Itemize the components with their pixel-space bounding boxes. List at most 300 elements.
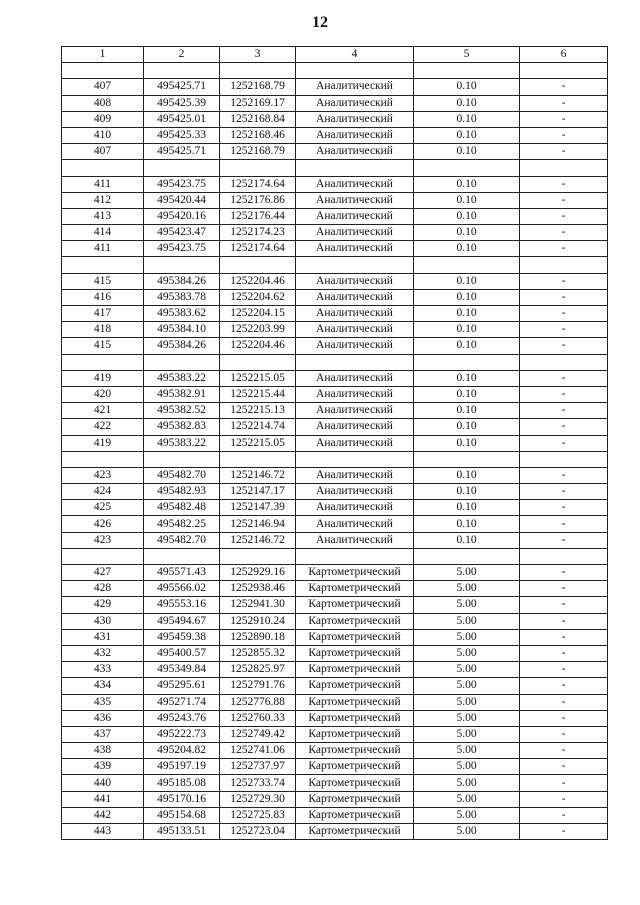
table-cell-col-4: Картометрический: [296, 824, 414, 840]
table-row: [62, 629, 608, 645]
table-cell-col-5: 5.00: [414, 743, 520, 759]
table-cell-col-2: 495383.22: [144, 370, 220, 386]
table-cell-col-2: [144, 354, 220, 370]
table-cell-col-5: 0.10: [414, 241, 520, 257]
table-cell-col-3: [220, 548, 296, 564]
table-row: [62, 775, 608, 791]
table-cell-col-1: 411: [62, 241, 144, 257]
table-cell-col-5: 5.00: [414, 775, 520, 791]
table-cell-col-3: 1252215.13: [220, 403, 296, 419]
table-cell-col-4: Картометрический: [296, 759, 414, 775]
table-row: [62, 435, 608, 451]
table-cell-col-6: -: [520, 435, 608, 451]
table-cell-col-5: 5.00: [414, 726, 520, 742]
table-row: [62, 208, 608, 224]
table-cell-col-5: 5.00: [414, 629, 520, 645]
table-cell-col-6: [520, 160, 608, 176]
table-cell-col-4: Картометрический: [296, 791, 414, 807]
table-cell-col-5: 0.10: [414, 532, 520, 548]
table-cell-col-3: [220, 354, 296, 370]
table-cell-col-6: -: [520, 144, 608, 160]
table-row: [62, 726, 608, 742]
table-cell-col-2: 495382.91: [144, 386, 220, 402]
table-cell-col-6: -: [520, 289, 608, 305]
table-cell-col-3: 1252938.46: [220, 581, 296, 597]
table-cell-col-4: Картометрический: [296, 645, 414, 661]
table-cell-col-2: 495482.70: [144, 467, 220, 483]
table-cell-col-5: [414, 354, 520, 370]
table-cell-col-4: [296, 160, 414, 176]
table-cell-col-5: 0.10: [414, 338, 520, 354]
table-cell-col-3: 1252174.23: [220, 225, 296, 241]
table-cell-col-5: 0.10: [414, 111, 520, 127]
table-cell-col-2: [144, 548, 220, 564]
table-cell-col-4: Картометрический: [296, 743, 414, 759]
table-cell-col-2: 495482.48: [144, 500, 220, 516]
table-cell-col-1: 443: [62, 824, 144, 840]
table-cell-col-5: 5.00: [414, 597, 520, 613]
table-cell-col-4: Аналитический: [296, 532, 414, 548]
separator-row: [62, 257, 608, 273]
table-cell-col-5: 0.10: [414, 403, 520, 419]
separator-row: [62, 548, 608, 564]
table-cell-col-3: 1252214.74: [220, 419, 296, 435]
table-cell-col-4: Аналитический: [296, 273, 414, 289]
table-cell-col-4: Картометрический: [296, 613, 414, 629]
table-cell-col-6: -: [520, 532, 608, 548]
table-cell-col-2: 495420.44: [144, 192, 220, 208]
table-cell-col-3: 1252825.97: [220, 662, 296, 678]
table-cell-col-3: [220, 257, 296, 273]
table-row: [62, 807, 608, 823]
table-cell-col-3: [220, 63, 296, 79]
table-cell-col-3: 1252723.04: [220, 824, 296, 840]
table-cell-col-1: [62, 257, 144, 273]
table-cell-col-1: 416: [62, 289, 144, 305]
table-cell-col-1: 435: [62, 694, 144, 710]
table-cell-col-5: 0.10: [414, 419, 520, 435]
table-cell-col-1: 439: [62, 759, 144, 775]
table-cell-col-2: 495423.75: [144, 241, 220, 257]
table-cell-col-6: [520, 354, 608, 370]
table-cell-col-1: 407: [62, 79, 144, 95]
table-cell-col-2: 495425.71: [144, 144, 220, 160]
table-cell-col-1: 425: [62, 500, 144, 516]
table-cell-col-2: 495566.02: [144, 581, 220, 597]
table-cell-col-6: -: [520, 176, 608, 192]
table-cell-col-3: 1252146.72: [220, 467, 296, 483]
table-cell-col-5: 0.10: [414, 225, 520, 241]
table-cell-col-4: Аналитический: [296, 338, 414, 354]
separator-row: [62, 354, 608, 370]
table-cell-col-4: Аналитический: [296, 192, 414, 208]
table-cell-col-6: -: [520, 678, 608, 694]
table-cell-col-1: [62, 354, 144, 370]
table-cell-col-4: Аналитический: [296, 516, 414, 532]
table-cell-col-5: 0.10: [414, 192, 520, 208]
table-cell-col-1: 442: [62, 807, 144, 823]
table-cell-col-4: Аналитический: [296, 111, 414, 127]
table-cell-col-1: 428: [62, 581, 144, 597]
table-cell-col-3: 1252760.33: [220, 710, 296, 726]
table-row: [62, 289, 608, 305]
table-cell-col-5: [414, 451, 520, 467]
table-cell-col-3: 1252169.17: [220, 95, 296, 111]
table-cell-col-3: 1252176.44: [220, 208, 296, 224]
header-cell-5: 5: [414, 47, 520, 63]
table-cell-col-6: -: [520, 306, 608, 322]
table-cell-col-6: -: [520, 273, 608, 289]
table-cell-col-4: Аналитический: [296, 435, 414, 451]
table-cell-col-1: 421: [62, 403, 144, 419]
table-cell-col-1: 432: [62, 645, 144, 661]
table-cell-col-1: 407: [62, 144, 144, 160]
table-cell-col-2: 495133.51: [144, 824, 220, 840]
table-header: [62, 47, 608, 63]
table-cell-col-4: Картометрический: [296, 726, 414, 742]
table-cell-col-3: [220, 451, 296, 467]
table-cell-col-1: [62, 548, 144, 564]
table-row: [62, 370, 608, 386]
header-cell-4: 4: [296, 47, 414, 63]
table-cell-col-3: 1252910.24: [220, 613, 296, 629]
table-cell-col-2: 495482.70: [144, 532, 220, 548]
coordinates-table: [61, 46, 608, 840]
table-cell-col-5: 0.10: [414, 484, 520, 500]
table-cell-col-4: Аналитический: [296, 386, 414, 402]
table-cell-col-4: Аналитический: [296, 322, 414, 338]
table-row: [62, 338, 608, 354]
table-row: [62, 500, 608, 516]
table-cell-col-5: 5.00: [414, 678, 520, 694]
table-cell-col-3: 1252204.15: [220, 306, 296, 322]
table-cell-col-5: 0.10: [414, 467, 520, 483]
table-cell-col-6: [520, 63, 608, 79]
table-cell-col-6: -: [520, 597, 608, 613]
table-row: [62, 306, 608, 322]
table-cell-col-5: 0.10: [414, 500, 520, 516]
table-cell-col-1: 429: [62, 597, 144, 613]
table-cell-col-5: 5.00: [414, 759, 520, 775]
table-cell-col-1: 417: [62, 306, 144, 322]
table-cell-col-2: 495384.10: [144, 322, 220, 338]
table-cell-col-5: 0.10: [414, 79, 520, 95]
table-cell-col-6: -: [520, 824, 608, 840]
table-cell-col-5: 5.00: [414, 694, 520, 710]
table-row: [62, 144, 608, 160]
table-cell-col-1: 418: [62, 322, 144, 338]
table-cell-col-2: 495494.67: [144, 613, 220, 629]
table-cell-col-4: Аналитический: [296, 403, 414, 419]
table-row: [62, 95, 608, 111]
table-cell-col-1: 423: [62, 467, 144, 483]
table-cell-col-3: 1252203.99: [220, 322, 296, 338]
table-cell-col-3: 1252729.30: [220, 791, 296, 807]
table-cell-col-4: Картометрический: [296, 807, 414, 823]
table-cell-col-5: 5.00: [414, 565, 520, 581]
table-cell-col-2: 495423.47: [144, 225, 220, 241]
table-cell-col-3: 1252168.79: [220, 79, 296, 95]
table-cell-col-4: Картометрический: [296, 597, 414, 613]
table-cell-col-6: -: [520, 645, 608, 661]
table-cell-col-1: [62, 63, 144, 79]
table-cell-col-1: 422: [62, 419, 144, 435]
table-cell-col-1: 441: [62, 791, 144, 807]
table-cell-col-2: 495425.01: [144, 111, 220, 127]
table-cell-col-1: 411: [62, 176, 144, 192]
table-cell-col-2: 495420.16: [144, 208, 220, 224]
table-cell-col-6: -: [520, 581, 608, 597]
table-cell-col-3: 1252174.64: [220, 241, 296, 257]
table-cell-col-1: 423: [62, 532, 144, 548]
table-cell-col-4: Картометрический: [296, 662, 414, 678]
table-cell-col-2: 495222.73: [144, 726, 220, 742]
table-cell-col-3: 1252168.46: [220, 127, 296, 143]
table-row: [62, 662, 608, 678]
table-cell-col-3: 1252929.16: [220, 565, 296, 581]
table-cell-col-2: 495243.76: [144, 710, 220, 726]
table-cell-col-2: 495382.52: [144, 403, 220, 419]
table-cell-col-4: [296, 548, 414, 564]
table-cell-col-5: 0.10: [414, 144, 520, 160]
table-row: [62, 581, 608, 597]
table-cell-col-5: [414, 548, 520, 564]
table-cell-col-6: -: [520, 225, 608, 241]
page-number: 12: [312, 14, 328, 31]
table-cell-col-6: -: [520, 386, 608, 402]
table-cell-col-2: 495384.26: [144, 273, 220, 289]
table-cell-col-6: -: [520, 516, 608, 532]
table-row: [62, 678, 608, 694]
separator-row: [62, 63, 608, 79]
table-cell-col-2: 495383.78: [144, 289, 220, 305]
table-cell-col-3: 1252733.74: [220, 775, 296, 791]
table-cell-col-6: [520, 451, 608, 467]
table-cell-col-1: 424: [62, 484, 144, 500]
table-cell-col-5: 5.00: [414, 645, 520, 661]
table-cell-col-1: 419: [62, 435, 144, 451]
table-cell-col-6: [520, 548, 608, 564]
table-cell-col-2: 495383.62: [144, 306, 220, 322]
table-cell-col-3: 1252791.76: [220, 678, 296, 694]
table-cell-col-6: -: [520, 743, 608, 759]
table-cell-col-1: 419: [62, 370, 144, 386]
table-cell-col-1: 408: [62, 95, 144, 111]
table-row: [62, 467, 608, 483]
header-cell-1: 1: [62, 47, 144, 63]
table-row: [62, 322, 608, 338]
table-cell-col-4: Аналитический: [296, 79, 414, 95]
table-row: [62, 403, 608, 419]
table-cell-col-3: 1252204.46: [220, 338, 296, 354]
table-cell-col-5: 5.00: [414, 807, 520, 823]
table-row: [62, 386, 608, 402]
table-row: [62, 597, 608, 613]
table-cell-col-4: Аналитический: [296, 127, 414, 143]
table-cell-col-1: 437: [62, 726, 144, 742]
table-cell-col-4: Аналитический: [296, 176, 414, 192]
table-cell-col-6: -: [520, 662, 608, 678]
table-cell-col-6: -: [520, 791, 608, 807]
table-cell-col-2: 495185.08: [144, 775, 220, 791]
table-row: [62, 241, 608, 257]
table-cell-col-4: Аналитический: [296, 370, 414, 386]
table-cell-col-2: 495383.22: [144, 435, 220, 451]
table-cell-col-1: 434: [62, 678, 144, 694]
table-cell-col-1: 440: [62, 775, 144, 791]
table-cell-col-3: 1252204.46: [220, 273, 296, 289]
table-cell-col-2: 495382.83: [144, 419, 220, 435]
table-cell-col-2: 495170.16: [144, 791, 220, 807]
header-row: [62, 47, 608, 63]
table-cell-col-6: -: [520, 403, 608, 419]
table-cell-col-1: 438: [62, 743, 144, 759]
table-cell-col-2: 495425.39: [144, 95, 220, 111]
table-row: [62, 127, 608, 143]
table-cell-col-3: 1252725.83: [220, 807, 296, 823]
table-row: [62, 225, 608, 241]
table-cell-col-6: -: [520, 484, 608, 500]
table-cell-col-6: -: [520, 807, 608, 823]
table-cell-col-1: 436: [62, 710, 144, 726]
table-cell-col-2: 495571.43: [144, 565, 220, 581]
table-cell-col-2: 495423.75: [144, 176, 220, 192]
table-row: [62, 484, 608, 500]
table-cell-col-3: 1252204.62: [220, 289, 296, 305]
table-cell-col-5: 0.10: [414, 435, 520, 451]
table-row: [62, 710, 608, 726]
table-cell-col-5: 5.00: [414, 662, 520, 678]
table-cell-col-6: -: [520, 726, 608, 742]
table-cell-col-3: 1252174.64: [220, 176, 296, 192]
table-row: [62, 565, 608, 581]
table-cell-col-6: -: [520, 127, 608, 143]
table-cell-col-2: [144, 451, 220, 467]
table-cell-col-6: -: [520, 613, 608, 629]
table-cell-col-2: [144, 160, 220, 176]
table-cell-col-4: Аналитический: [296, 419, 414, 435]
table-cell-col-5: 0.10: [414, 273, 520, 289]
table-cell-col-6: -: [520, 95, 608, 111]
table-cell-col-1: 415: [62, 338, 144, 354]
table-cell-col-1: 414: [62, 225, 144, 241]
table-cell-col-3: 1252146.94: [220, 516, 296, 532]
table-row: [62, 516, 608, 532]
table-cell-col-1: 426: [62, 516, 144, 532]
table-cell-col-4: Картометрический: [296, 710, 414, 726]
table-row: [62, 824, 608, 840]
table-cell-col-6: -: [520, 710, 608, 726]
table-cell-col-4: Аналитический: [296, 241, 414, 257]
table-cell-col-6: -: [520, 370, 608, 386]
table-cell-col-5: [414, 160, 520, 176]
table-cell-col-4: Аналитический: [296, 484, 414, 500]
table-row: [62, 79, 608, 95]
table-cell-col-2: 495482.25: [144, 516, 220, 532]
table-cell-col-3: 1252855.32: [220, 645, 296, 661]
table-cell-col-2: 495384.26: [144, 338, 220, 354]
table-cell-col-6: -: [520, 208, 608, 224]
table-cell-col-2: 495425.33: [144, 127, 220, 143]
table-cell-col-1: 420: [62, 386, 144, 402]
table-cell-col-5: 0.10: [414, 289, 520, 305]
table-cell-col-3: 1252890.18: [220, 629, 296, 645]
table-cell-col-5: 5.00: [414, 581, 520, 597]
table-cell-col-5: 0.10: [414, 386, 520, 402]
table-cell-col-3: 1252215.44: [220, 386, 296, 402]
table-cell-col-4: Картометрический: [296, 565, 414, 581]
header-cell-6: 6: [520, 47, 608, 63]
table-cell-col-1: 427: [62, 565, 144, 581]
table-cell-col-2: [144, 63, 220, 79]
table-row: [62, 694, 608, 710]
table-cell-col-2: 495295.61: [144, 678, 220, 694]
table-cell-col-5: [414, 257, 520, 273]
table-cell-col-6: -: [520, 79, 608, 95]
table-cell-col-3: 1252741.06: [220, 743, 296, 759]
table-cell-col-2: 495482.93: [144, 484, 220, 500]
separator-row: [62, 160, 608, 176]
table-cell-col-5: 5.00: [414, 824, 520, 840]
table-row: [62, 645, 608, 661]
table-cell-col-2: 495400.57: [144, 645, 220, 661]
table-cell-col-4: Картометрический: [296, 629, 414, 645]
table-cell-col-4: Аналитический: [296, 289, 414, 305]
table-cell-col-4: Картометрический: [296, 581, 414, 597]
table-row: [62, 192, 608, 208]
table-cell-col-6: -: [520, 241, 608, 257]
table-cell-col-2: 495553.16: [144, 597, 220, 613]
table-cell-col-2: 495459.38: [144, 629, 220, 645]
table-cell-col-3: 1252776.88: [220, 694, 296, 710]
table-cell-col-3: 1252147.17: [220, 484, 296, 500]
table-cell-col-6: -: [520, 500, 608, 516]
table-cell-col-5: 5.00: [414, 791, 520, 807]
table-row: [62, 532, 608, 548]
table-cell-col-6: -: [520, 467, 608, 483]
table-cell-col-1: 412: [62, 192, 144, 208]
table-cell-col-6: -: [520, 775, 608, 791]
table-cell-col-4: Картометрический: [296, 694, 414, 710]
table-cell-col-1: 433: [62, 662, 144, 678]
table-cell-col-3: [220, 160, 296, 176]
table-cell-col-4: [296, 63, 414, 79]
table-cell-col-4: Аналитический: [296, 225, 414, 241]
table-cell-col-4: [296, 257, 414, 273]
table-cell-col-3: 1252215.05: [220, 435, 296, 451]
table-cell-col-2: 495425.71: [144, 79, 220, 95]
table-row: [62, 419, 608, 435]
table-cell-col-5: 0.10: [414, 516, 520, 532]
table-cell-col-5: 5.00: [414, 613, 520, 629]
table-cell-col-5: 0.10: [414, 370, 520, 386]
table-cell-col-6: -: [520, 759, 608, 775]
table-cell-col-3: 1252749.42: [220, 726, 296, 742]
table-cell-col-2: [144, 257, 220, 273]
table-cell-col-5: 0.10: [414, 208, 520, 224]
table-row: [62, 176, 608, 192]
header-cell-3: 3: [220, 47, 296, 63]
table-cell-col-3: 1252168.84: [220, 111, 296, 127]
table-cell-col-1: 409: [62, 111, 144, 127]
table-cell-col-3: 1252941.30: [220, 597, 296, 613]
table-cell-col-2: 495204.82: [144, 743, 220, 759]
table-cell-col-3: 1252146.72: [220, 532, 296, 548]
table-cell-col-5: 5.00: [414, 710, 520, 726]
table-cell-col-6: -: [520, 322, 608, 338]
table-cell-col-6: -: [520, 419, 608, 435]
table-cell-col-3: 1252168.79: [220, 144, 296, 160]
